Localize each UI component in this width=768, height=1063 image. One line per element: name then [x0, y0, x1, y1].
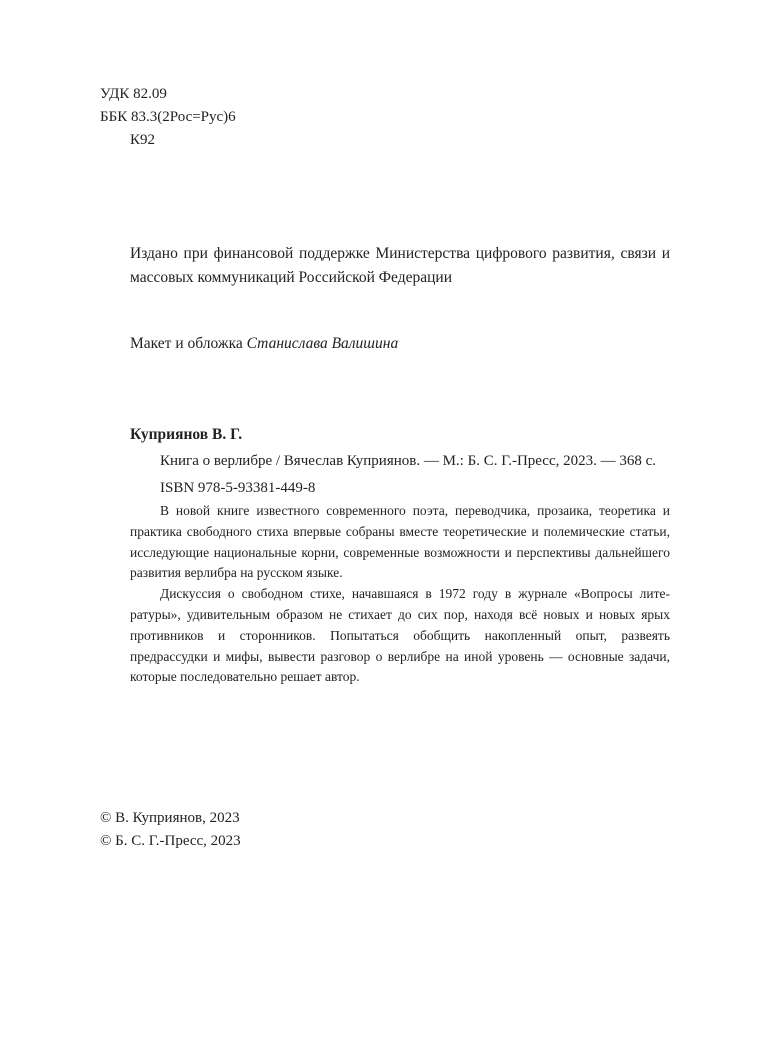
copyright-author: © В. Куприянов, 2023: [100, 810, 240, 826]
abstract-paragraph: Дискуссия о свободном стихе, начавшаяся в 1972 году в журнале «Вопросы литературы», удивительным образом не стихает до сих пор, находя всё новых и новых ярых противников и сторонников. Попытаться обобщить накопленный опыт, развеять предрассудки и мифы, вывести разговор о верлибре на иной уровень — основные задачи, которые последовательно решает автор.: [130, 586, 670, 685]
author-mark: К92: [130, 132, 156, 148]
layout-credit: [130, 333, 670, 355]
abstract: [130, 501, 670, 688]
catalog-codes: [100, 83, 236, 152]
funding-note: Издано при финансовой поддержке Министерства цифрового развития, связи и массовых коммуникаций Российской Федерации: [130, 245, 670, 286]
abstract-paragraph: В новой книге известного современного поэта, переводчика, прозаика, теоретика и практика свободного стиха впервые собраны вместе теоретические и полемические статьи, исследующие национальные корни, современные возможности и перспективы дальнейшего развития верлибра на русском языке.: [130, 503, 670, 581]
copyright-block: [100, 807, 241, 853]
isbn: ISBN 978-5-93381-449-8: [160, 480, 316, 496]
bbk-code: ББК 83.3(2Рос=Рус)6: [100, 109, 236, 125]
bibliographic-record: [130, 424, 670, 688]
udk-code: УДК 82.09: [100, 86, 167, 102]
author-heading: Куприянов В. Г.: [130, 426, 243, 443]
title-statement: Книга о верлибре / Вячеслав Куприянов. — М.: Б. С. Г.-Пресс, 2023. — 368 с.: [160, 453, 657, 469]
copyright-publisher: © Б. С. Г.-Пресс, 2023: [100, 833, 241, 849]
layout-credit-prefix: Макет и обложка: [130, 335, 247, 352]
designer-name: Станислава Валишина: [246, 335, 399, 352]
